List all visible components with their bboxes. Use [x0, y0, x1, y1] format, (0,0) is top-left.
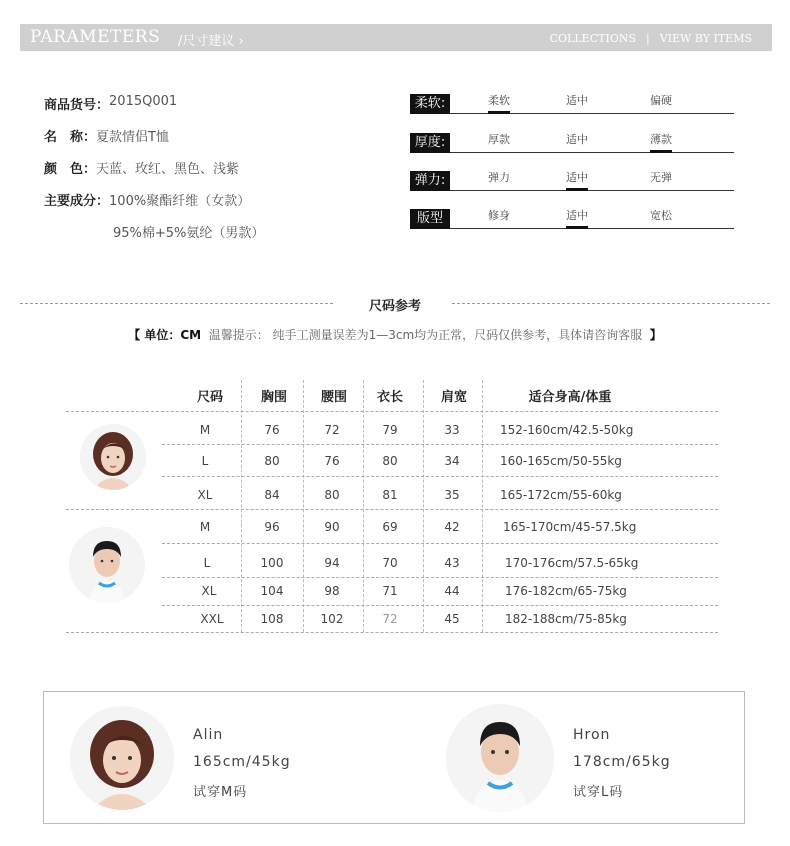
cell-fit: 182-188cm/75-85kg	[505, 612, 627, 626]
cell-waist: 90	[324, 520, 340, 534]
cell-shoulder: 45	[444, 612, 460, 626]
cell-size: XL	[201, 584, 217, 598]
cell-length: 80	[382, 454, 398, 468]
info-value: 95%棉+5%氨纶（男款）	[113, 226, 265, 241]
cell-fit: 170-176cm/57.5-65kg	[505, 556, 639, 570]
column-divider	[363, 380, 364, 632]
column-divider	[423, 380, 424, 632]
info-row-name	[44, 126, 264, 158]
cell-length: 70	[382, 556, 398, 570]
info-label: 颜 色	[44, 162, 84, 177]
cell-size: M	[199, 423, 211, 437]
header-subtitle: /尺寸建议 ›	[178, 34, 244, 49]
row-divider	[162, 605, 718, 606]
cell-fit: 165-170cm/45-57.5kg	[503, 520, 637, 534]
woman-avatar	[80, 424, 146, 490]
row-divider	[66, 411, 718, 412]
row-divider	[162, 543, 718, 544]
info-label: 名 称	[44, 130, 84, 145]
cell-size: XXL	[200, 612, 224, 626]
attribute-option: 厚款	[488, 133, 510, 146]
header-links	[550, 32, 752, 45]
cell-length: 81	[382, 488, 398, 502]
cell-waist: 102	[320, 612, 344, 626]
cell-shoulder: 43	[444, 556, 460, 570]
row-divider	[66, 632, 718, 633]
model-stats: 178cm/65kg	[573, 754, 671, 770]
column-divider	[482, 380, 483, 632]
info-value: 100%聚酯纤维（女款）	[109, 194, 251, 209]
cell-chest: 76	[264, 423, 280, 437]
cell-chest: 108	[260, 612, 284, 626]
info-row-material	[44, 190, 264, 222]
note-bracket: 】	[649, 328, 662, 342]
cell-length: 72	[382, 612, 398, 626]
col-header-length: 衣长	[376, 390, 403, 405]
collections-link[interactable]: COLLECTIONS	[549, 32, 636, 45]
size-note	[0, 326, 790, 343]
view-by-items-link[interactable]: VIEW BY ITEMS	[659, 32, 752, 45]
attribute-label	[410, 209, 450, 229]
attribute-label-suffix: :	[440, 135, 446, 150]
info-value: 2015Q001	[109, 94, 178, 109]
cell-size: M	[199, 520, 211, 534]
size-section-title: 尺码参考	[368, 299, 421, 314]
cell-shoulder: 35	[444, 488, 460, 502]
man-portrait-icon	[446, 704, 554, 812]
cell-fit: 176-182cm/65-75kg	[505, 584, 627, 598]
header-title: PARAMETERS	[30, 27, 161, 47]
row-divider	[66, 509, 718, 510]
attribute-fit	[410, 207, 734, 229]
attribute-option-selected: 适中	[566, 207, 588, 229]
attribute-label	[410, 171, 450, 191]
cell-size: L	[203, 556, 211, 570]
attribute-softness	[410, 92, 734, 114]
attribute-label	[410, 133, 450, 153]
col-header-fit: 适合身高/体重	[528, 390, 612, 405]
attribute-label-text: 柔软	[414, 96, 441, 111]
cell-chest: 104	[260, 584, 284, 598]
model-name: Hron	[573, 727, 611, 743]
cell-shoulder: 33	[444, 423, 460, 437]
info-value: 夏款情侣T恤	[96, 130, 169, 145]
header-separator: |	[646, 32, 650, 45]
cell-length: 71	[382, 584, 398, 598]
cell-chest: 80	[264, 454, 280, 468]
cell-shoulder: 34	[444, 454, 460, 468]
col-header-waist: 腰围	[320, 390, 347, 405]
model-fit-size: 试穿L码	[573, 785, 624, 800]
attribute-option: 修身	[488, 209, 510, 222]
woman-portrait-icon	[80, 424, 146, 490]
info-value: 天蓝、玫红、黑色、浅紫	[96, 162, 240, 177]
column-divider	[241, 380, 242, 632]
unit-label: 【 单位：CM	[128, 328, 202, 342]
cell-length: 79	[382, 423, 398, 437]
product-info	[44, 94, 264, 254]
alin-avatar	[70, 706, 174, 810]
attribute-option: 适中	[566, 94, 588, 107]
model-stats: 165cm/45kg	[193, 754, 291, 770]
cell-shoulder: 42	[444, 520, 460, 534]
man-portrait-icon	[69, 527, 145, 603]
info-row-color	[44, 158, 264, 190]
woman-portrait-icon	[70, 706, 174, 810]
cell-chest: 96	[264, 520, 280, 534]
info-colon: ：	[83, 162, 97, 177]
col-header-chest: 胸围	[260, 390, 287, 405]
info-label: 主要成分	[44, 194, 97, 209]
cell-waist: 80	[324, 488, 340, 502]
cell-size: L	[201, 454, 209, 468]
cell-fit: 152-160cm/42.5-50kg	[500, 423, 634, 437]
info-colon: ：	[96, 194, 110, 209]
attribute-option: 无弹	[650, 171, 672, 184]
hron-avatar	[446, 704, 554, 812]
attribute-option-selected: 适中	[566, 169, 588, 191]
info-row-material-men	[44, 222, 264, 254]
attribute-label-text: 厚度	[414, 135, 441, 150]
column-divider	[303, 380, 304, 632]
attribute-label-suffix: :	[440, 96, 446, 111]
row-divider	[162, 444, 718, 445]
info-colon: ：	[83, 130, 97, 145]
cell-waist: 72	[324, 423, 340, 437]
info-colon: ：	[96, 98, 110, 113]
row-divider	[162, 476, 718, 477]
attribute-label	[410, 94, 450, 114]
attribute-elasticity	[410, 169, 734, 191]
col-header-shoulder: 肩宽	[440, 390, 467, 405]
cell-waist: 98	[324, 584, 340, 598]
cell-chest: 84	[264, 488, 280, 502]
attribute-option-selected: 薄款	[650, 131, 672, 153]
attribute-option: 弹力	[488, 171, 510, 184]
attribute-option: 宽松	[650, 209, 672, 222]
model-fit-size: 试穿M码	[193, 785, 248, 800]
attribute-label-text: 版型	[416, 211, 443, 226]
cell-waist: 76	[324, 454, 340, 468]
cell-size: XL	[197, 488, 213, 502]
attribute-label-suffix: :	[440, 173, 446, 188]
cell-shoulder: 44	[444, 584, 460, 598]
info-row-sku	[44, 94, 264, 126]
parameters-header	[20, 24, 772, 51]
attribute-option: 偏硬	[650, 94, 672, 107]
cell-length: 69	[382, 520, 398, 534]
info-label: 商品货号	[44, 98, 97, 113]
col-header-size: 尺码	[196, 390, 223, 405]
man-avatar	[69, 527, 145, 603]
cell-chest: 100	[260, 556, 284, 570]
cell-fit: 165-172cm/55-60kg	[500, 488, 622, 502]
attribute-thickness	[410, 131, 734, 153]
attribute-option-selected: 柔软	[488, 92, 510, 114]
models-box	[43, 691, 745, 824]
measurement-note: 温馨提示： 纯手工测量误差为1—3cm均为正常，尺码仅供参考，具体请咨询客服	[208, 328, 643, 342]
row-divider	[162, 577, 718, 578]
cell-waist: 94	[324, 556, 340, 570]
attribute-option: 适中	[566, 133, 588, 146]
attribute-label-text: 弹力	[414, 173, 441, 188]
cell-fit: 160-165cm/50-55kg	[500, 454, 622, 468]
model-name: Alin	[193, 727, 224, 743]
